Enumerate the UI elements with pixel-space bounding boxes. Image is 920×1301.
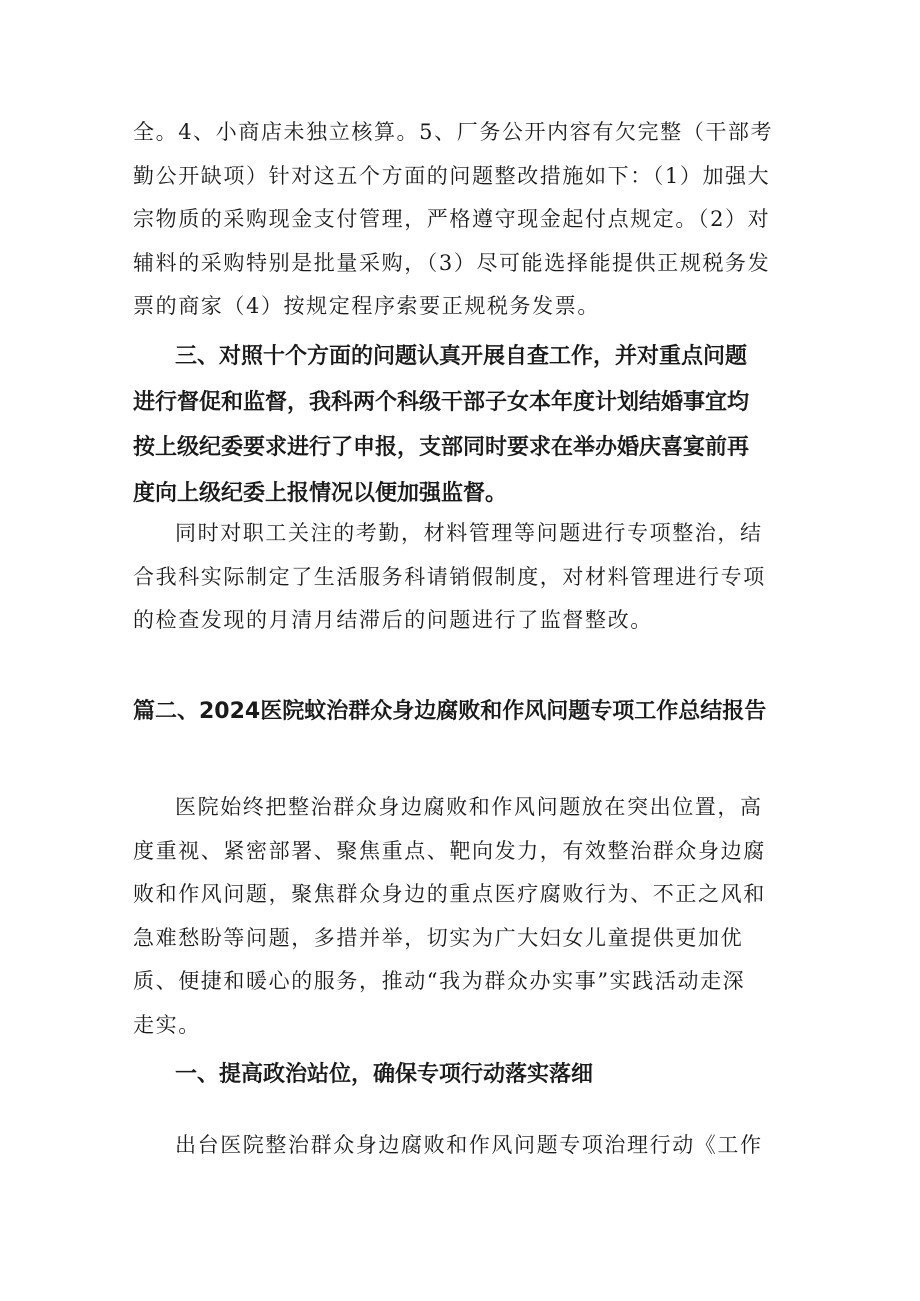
paragraph-special-rectification: [133, 512, 785, 643]
text-line: 质、便捷和暖心的服务，推动“我为群众办实事”实践活动走深: [133, 969, 746, 993]
text-line: 勤公开缺项）针对这五个方面的问题整改措施如下：（1）加强大: [133, 163, 771, 188]
text-line: 度向上级纪委上报情况以便加强监督。: [133, 480, 508, 506]
text-line: 合我科实际制定了生活服务科请销假制度，对材料管理进行专项: [133, 564, 766, 589]
text-line: 同时对职工关注的考勤，材料管理等问题进行专项整治，结: [175, 521, 763, 545]
text-line: 度重视、紧密部署、聚焦重点、靶向发力，有效整治群众身边腐: [133, 838, 766, 863]
text-line: 辅料的采购特别是批量采购，（3）尽可能选择能提供正规税务发: [133, 250, 771, 275]
text-line: 败和作风问题，聚焦群众身边的重点医疗腐败行为、不正之风和: [133, 882, 766, 906]
paragraph-rectification-measures: [133, 111, 785, 329]
text-line: 宗物质的采购现金支付管理，严格遵守现金起付点规定。（2）对: [133, 207, 771, 231]
text-line: 票的商家（4）按规定程序索要正规税务发票。: [133, 294, 600, 318]
text-line: 三、对照十个方面的问题认真开展自查工作，并对重点问题: [175, 344, 748, 369]
paragraph-hospital-summary: [133, 786, 785, 1047]
text-line: 医院始终把整治群众身边腐败和作风问题放在突出位置，高: [175, 795, 763, 819]
paragraph-self-inspection: [133, 334, 785, 516]
paragraph-work-plan: [133, 1124, 785, 1168]
text-line: 出台医院整治群众身边腐败和作风问题专项治理行动《工作: [175, 1133, 763, 1157]
text-line: 的检查发现的月清月结滞后的问题进行了监督整改。: [133, 608, 653, 632]
subsection-heading: 一、提高政治站位，确保专项行动落实落细: [175, 1062, 594, 1087]
section-heading: 篇二、2024医院蚊治群众身边腐败和作风问题专项工作总结报告: [133, 699, 767, 724]
text-line: 走实。: [133, 1012, 201, 1037]
text-line: 全。4、小商店未独立核算。5、厂务公开内容有欠完整（干部考: [133, 120, 774, 144]
text-line: 进行督促和监督，我科两个科级干部子女本年度计划结婚事宜均: [133, 389, 750, 415]
text-line: 按上级纪委要求进行了申报，支部同时要求在举办婚庆喜宴前再: [133, 435, 750, 460]
text-line: 急难愁盼等问题，多措并举，切实为广大妇女儿童提供更加优: [133, 925, 744, 950]
